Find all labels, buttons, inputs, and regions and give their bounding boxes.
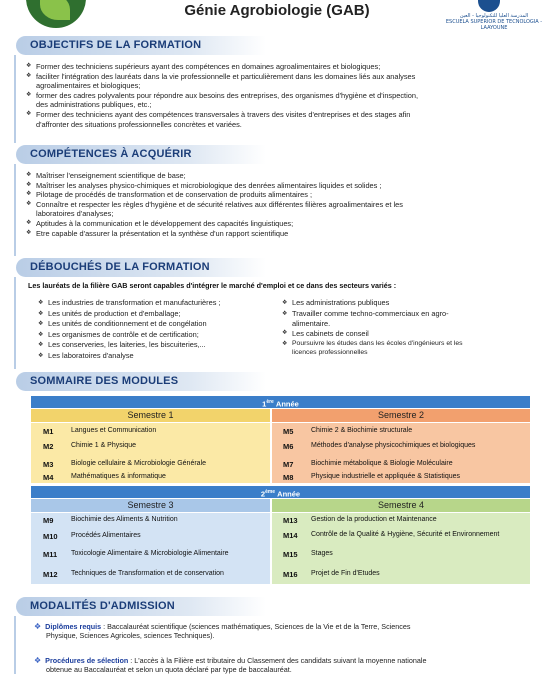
section-modalites	[16, 597, 266, 616]
school-logo-right	[444, 0, 544, 32]
modules-table	[31, 396, 530, 584]
section-sommaire	[16, 372, 266, 391]
bullet-icon: ❖	[26, 63, 32, 69]
list-item: ❖ Les laboratoires d'analyse	[38, 350, 134, 360]
side-divider	[14, 164, 16, 256]
section-title: MODALITÉS D'ADMISSION	[30, 600, 175, 612]
admission-diplomes: ❖ Diplômes requis : Baccalauréat scientifique (sciences mathématiques, Sciences de la Vie et de la Terre, Sciences Physique, Sciences Agricoles, sciences Techniques).	[34, 622, 411, 641]
semester-2-header: Semestre 2	[272, 409, 530, 422]
list-item: ❖ Former des techniciens supérieurs ayant des compétences en domaines agroalimentaires et biologiques;	[26, 62, 381, 71]
bullet-icon: ❖	[26, 181, 32, 188]
list-item: ❖ Travailler comme techno-commerciaux en agro-	[282, 308, 449, 318]
bullet-icon: ❖	[26, 191, 32, 198]
page-header	[0, 0, 554, 32]
list-item: ❖ Les organismes de contrôle et de certification;	[38, 329, 199, 339]
bullet-icon: ❖	[282, 300, 288, 306]
module-row: M1 Langues et Communication	[43, 426, 157, 436]
section-title: SOMMAIRE DES MODULES	[30, 375, 179, 387]
section-title: OBJECTIFS DE LA FORMATION	[30, 39, 202, 51]
list-item-cont: agroalimentaires et biologiques;	[36, 81, 141, 91]
list-item: ❖ Les unités de conditionnement et de congélation	[38, 319, 207, 329]
debouches-list-right	[280, 298, 510, 358]
list-item: ❖ Poursuivre les études dans les écoles d'ingénieurs et les	[282, 340, 463, 348]
diamond-bullet-icon: ❖	[34, 656, 42, 665]
bullet-icon: ❖	[26, 110, 32, 117]
module-row: M11 Toxicologie Alimentaire & Microbiologie Alimentaire	[43, 549, 229, 559]
module-row: M13 Gestion de la production et Maintenance	[283, 515, 437, 525]
module-row: M9 Biochimie des Aliments & Nutrition	[43, 515, 178, 525]
emblem-icon	[478, 0, 500, 12]
list-item: ❖ Les industries de transformation et manufacturières ;	[38, 298, 221, 307]
module-row: M12 Techniques de Transformation et de conservation	[43, 569, 224, 579]
bullet-icon: ❖	[38, 331, 44, 338]
list-item: ❖ Les conserveries, les laiteries, les biscuiteries,...	[38, 340, 206, 350]
bullet-icon: ❖	[38, 300, 44, 306]
module-row: M3 Biologie cellulaire & Microbiologie Générale	[43, 459, 207, 469]
bullet-icon: ❖	[26, 91, 32, 98]
bullet-icon: ❖	[26, 229, 32, 236]
semester-4-header: Semestre 4	[272, 499, 530, 512]
bullet-icon: ❖	[38, 342, 44, 349]
objectifs-list	[24, 62, 536, 129]
list-item-cont: alimentaire.	[292, 319, 331, 329]
list-item-cont: licences professionnelles	[292, 349, 368, 357]
bullet-icon: ❖	[282, 310, 288, 317]
semester-1-header: Semestre 1	[31, 409, 270, 422]
section-competences	[16, 145, 266, 164]
bullet-icon: ❖	[38, 310, 44, 317]
semester-3-header: Semestre 3	[31, 499, 270, 512]
section-objectifs	[16, 36, 266, 55]
year-2-header: 2ème Année	[31, 486, 530, 498]
module-row: M8 Physique industrielle et appliquée & Statistiques	[283, 472, 461, 482]
list-item: ❖ Maîtriser les analyses physico-chimiques et microbiologique des denrées alimentaires liquides et solides ;	[26, 180, 382, 190]
bullet-icon: ❖	[26, 172, 32, 178]
bullet-icon: ❖	[38, 352, 44, 359]
list-item: ❖ Connaître et respecter les règles d'hygiène et de sécurité relatives aux différentes filières agroalimentaires et les	[26, 199, 403, 209]
list-item: ❖ former des cadres polyvalents pour répondre aux besoins des entreprises, des organismes d'hygiène et d'inspection,	[26, 90, 419, 100]
section-title: DÉBOUCHÉS DE LA FORMATION	[30, 261, 210, 273]
module-row: M4 Mathématiques & informatique	[43, 472, 166, 482]
list-item: ❖ Former des techniciens ayant des compétences transversales à travers des visites d'entreprises et des stages afin	[26, 109, 411, 119]
admission-procedures: ❖ Procédures de sélection : L'accès à la Filière est tributaire du Classement des candidats suivant la moyenne nationale obtenue au Baccalauréat et selon un quota déclaré par type de baccalauréat.	[34, 656, 427, 674]
debouches-intro: Les lauréats de la filière GAB seront capables d'intégrer le marché d'emploi et ce dans des secteurs variés :	[28, 281, 397, 290]
procedures-label: Procédures de sélection	[45, 656, 129, 665]
side-divider	[14, 277, 16, 369]
side-divider	[14, 55, 16, 143]
competences-list	[24, 171, 536, 238]
list-item: ❖ Aptitudes à la communication et le développement des capacités linguistiques;	[26, 218, 294, 228]
module-row: M14 Contrôle de la Qualité & Hygiène, Sécurité et Environnement	[283, 530, 500, 540]
list-item-cont: des administrations publiques, etc.;	[36, 100, 152, 110]
debouches-list-left	[36, 298, 276, 362]
list-item: ❖ faciliter l'intégration des lauréats dans la vie professionnelle et particulièrement dans les domaines liés aux analyses	[26, 71, 416, 81]
section-title: COMPÉTENCES À ACQUÉRIR	[30, 148, 192, 160]
module-row: M7 Biochimie métabolique & Biologie Moléculaire	[283, 459, 453, 469]
list-item: ❖ Les administrations publiques	[282, 298, 390, 307]
diamond-bullet-icon: ❖	[34, 622, 42, 631]
list-item-cont: d'affronter des situations professionnelles concrètes et variées.	[36, 119, 242, 129]
diplomes-label: Diplômes requis	[45, 622, 102, 631]
bullet-icon: ❖	[26, 72, 32, 79]
section-debouches	[16, 258, 266, 277]
bullet-icon: ❖	[26, 219, 32, 226]
list-item: ❖ Etre capable d'assurer la présentation et la synthèse d'un rapport scientifique	[26, 228, 289, 238]
school-name-text: المدرسة العليا للتكنولوجيا - العين ESCUELA SUPERIOR DE TECNOLOGIA - LAAYOUNE	[445, 13, 543, 31]
module-row: M2 Chimie 1 & Physique	[43, 441, 136, 451]
program-title: Génie Agrobiologie (GAB)	[184, 2, 370, 19]
module-row: M10 Procédés Alimentaires	[43, 531, 141, 541]
list-item: ❖ Les unités de production et d'emballage;	[38, 308, 181, 318]
bullet-icon: ❖	[26, 200, 32, 207]
bullet-icon: ❖	[282, 330, 288, 337]
side-divider	[14, 616, 16, 674]
list-item: ❖ Les cabinets de conseil	[282, 329, 369, 339]
list-item: ❖ Maîtriser l'enseignement scientifique de base;	[26, 171, 186, 180]
list-item: ❖ Pilotage de procédés de transformation et de conservation de produits alimentaires ;	[26, 190, 313, 200]
list-item-cont: laboratoires d'analyses;	[36, 209, 114, 219]
module-row: M15 Stages	[283, 549, 333, 559]
module-row: M16 Projet de Fin d'Etudes	[283, 569, 380, 579]
bullet-icon: ❖	[282, 341, 288, 348]
module-row: M5 Chimie 2 & Biochimie structurale	[283, 426, 413, 436]
module-row: M6 Méthodes d'analyse physicochimiques et biologiques	[283, 441, 476, 451]
year-1-header: 1ère Année	[31, 396, 530, 408]
bullet-icon: ❖	[38, 321, 44, 328]
